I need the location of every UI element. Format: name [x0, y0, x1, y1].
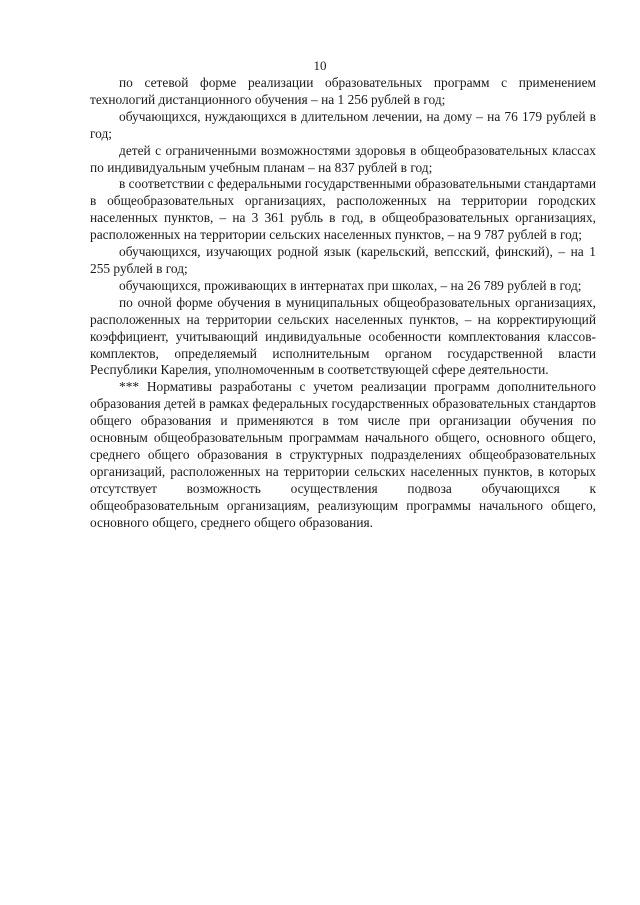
paragraph-distance-learning: по сетевой форме реализации образовательных программ с применением технологий дистанционного обучения – на 1 256 рублей в год; — [90, 75, 596, 107]
page-number: 10 — [313, 58, 327, 73]
paragraph-disabilities: детей с ограниченными возможностями здоровья в общеобразовательных классах по индивидуальным учебным планам – на 837 рублей в год; — [90, 142, 596, 175]
paragraph-boarding-schools: обучающихся, проживающих в интернатах при школах, – на 26 789 рублей в год; — [119, 277, 582, 293]
document-body — [90, 75, 596, 531]
paragraph-rural-coefficient: по очной форме обучения в муниципальных общеобразовательных организациях, расположенных на территории сельских населенных пунктов, – на корректирующий коэффициент, учитывающий индивидуальные особенности комплектования классов-комплектов, определяемый исполнительным органом государственной власти Республики Карелия, уполномоченным в соответствующей сфере деятельности. — [90, 294, 596, 378]
paragraph-home-schooling: обучающихся, нуждающихся в длительном лечении, на дому – на 76 179 рублей в год; — [90, 108, 596, 141]
paragraph-native-language: обучающихся, изучающих родной язык (карельский, вепсский, финский), – на 1 255 рублей в год; — [90, 244, 596, 276]
paragraph-footnote: *** Нормативы разработаны с учетом реализации программ дополнительного образования детей в рамках федеральных государственных образовательных стандартов общего образования и применяются в том числе при организации обучения по основным общеобразовательным программам начального общего, основного общего, среднего общего образования в структурных подразделениях общеобразовательных организаций, расположенных на территории сельских населенных пунктов, в которых отсутствует возможность осуществления подвоза обучающихся к общеобразовательным организациям, реализующим программы начального общего, основного общего, среднего общего образования. — [90, 379, 596, 530]
paragraph-fgos: в соответствии с федеральными государственными образовательными стандартами в общеобразовательных организациях, расположенных на территории городских населенных пунктов, – на 3 361 рубль в год, в общеобразовательных организациях, расположенных на территории сельских населенных пунктов, – на 9 787 рублей в год; — [90, 176, 596, 243]
